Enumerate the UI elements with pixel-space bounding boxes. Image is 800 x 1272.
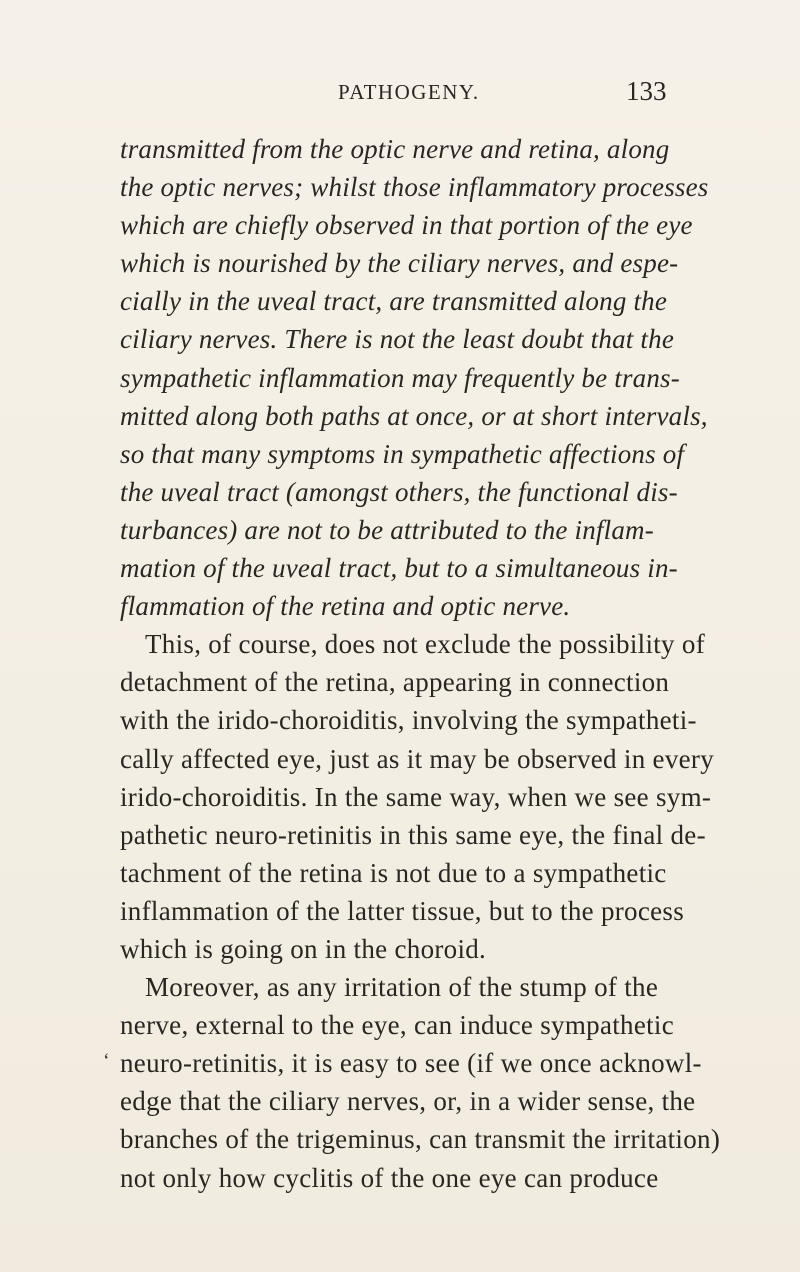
text-line: ciliary nerves. There is not the least doubt that the [120, 324, 675, 355]
text-line: flammation of the retina and optic nerve. [120, 591, 571, 622]
text-line: cally affected eye, just as it may be observed in every [120, 743, 715, 774]
text-line: mitted along both paths at once, or at short intervals, [120, 400, 708, 431]
text-line: mation of the uveal tract, but to a simultaneous in- [120, 553, 678, 584]
text-line: cially in the uveal tract, are transmitted along the [120, 286, 668, 317]
text-line: which is going on in the choroid. [120, 933, 487, 964]
paragraph-third [120, 968, 721, 1197]
text-line: tachment of the retina is not due to a sympathetic [120, 857, 667, 888]
page-number: 133 [626, 76, 667, 106]
text-line: detachment of the retina, appearing in connection [120, 667, 670, 698]
running-head: PATHOGENY. [338, 80, 480, 104]
paragraph-italic [120, 130, 709, 625]
text-line: irido-choroiditis. In the same way, when we see sym- [120, 781, 712, 812]
page-header [0, 76, 800, 116]
text-line: inflammation of the latter tissue, but to the process [120, 895, 685, 926]
text-line: branches of the trigeminus, can transmit the irritation) [120, 1124, 721, 1155]
text-line: which are chiefly observed in that portion of the eye [120, 210, 693, 241]
text-line: nerve, external to the eye, can induce sympathetic [120, 1010, 675, 1041]
page-body [120, 130, 721, 1197]
text-line: turbances) are not to be attributed to the inflam- [120, 514, 654, 545]
text-line: neuro-retinitis, it is easy to see (if we once acknowl- [120, 1048, 702, 1079]
text-line: pathetic neuro-retinitis in this same eye, the final de- [120, 819, 706, 850]
text-line: edge that the ciliary nerves, or, in a wider sense, the [120, 1086, 696, 1117]
text-line: the uveal tract (amongst others, the functional dis- [120, 476, 678, 507]
text-line: not only how cyclitis of the one eye can produce [120, 1162, 659, 1193]
text-line: sympathetic inflammation may frequently be trans- [120, 362, 680, 393]
text-line: with the irido-choroiditis, involving the sympatheti- [120, 705, 697, 736]
text-line: the optic nerves; whilst those inflammatory processes [120, 172, 709, 203]
text-line: which is nourished by the ciliary nerves, and espe- [120, 248, 679, 279]
margin-mark: ‘ [103, 1050, 110, 1072]
text-line: Moreover, as any irritation of the stump of the [145, 972, 659, 1003]
paragraph-second [120, 625, 715, 968]
text-line: so that many symptoms in sympathetic affections of [120, 438, 685, 469]
text-line: transmitted from the optic nerve and retina, along [120, 134, 670, 164]
text-line: This, of course, does not exclude the possibility of [145, 629, 706, 660]
